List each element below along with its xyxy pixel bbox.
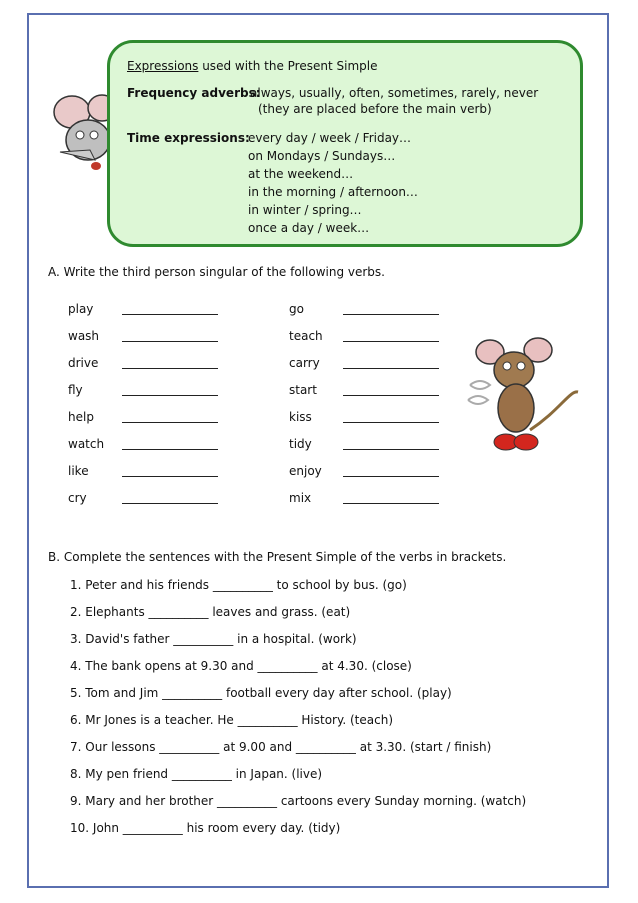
section-a-heading: A. Write the third person singular of the following verbs.	[48, 265, 385, 279]
answer-blank[interactable]	[122, 368, 218, 369]
time-label: Time expressions:	[127, 131, 250, 145]
verb-right: tidy	[289, 437, 312, 451]
section-b-heading: B. Complete the sentences with the Present Simple of the verbs in brackets.	[48, 550, 507, 564]
verb-right: mix	[289, 491, 312, 505]
sentence-item: 8. My pen friend __________ in Japan. (live)	[70, 767, 323, 781]
answer-blank[interactable]	[122, 341, 218, 342]
verb-right: carry	[289, 356, 320, 370]
time-line: in winter / spring…	[248, 203, 362, 217]
sentence-item: 10. John __________ his room every day. (tidy)	[70, 821, 341, 835]
verb-left: drive	[68, 356, 99, 370]
verb-left: wash	[68, 329, 100, 343]
mouse-cartoon-right	[460, 330, 585, 460]
answer-blank[interactable]	[343, 314, 439, 315]
sentence-item: 4. The bank opens at 9.30 and __________ at 4.30. (close)	[70, 659, 412, 673]
time-line: in the morning / afternoon…	[248, 185, 418, 199]
sentence-item: 6. Mr Jones is a teacher. He __________ History. (teach)	[70, 713, 394, 727]
answer-blank[interactable]	[343, 341, 439, 342]
expressions-title: Expressions used with the Present Simple	[127, 59, 378, 73]
time-line: once a day / week…	[248, 221, 370, 235]
verb-right: enjoy	[289, 464, 322, 478]
answer-blank[interactable]	[122, 476, 218, 477]
sentence-item: 5. Tom and Jim __________ football every day after school. (play)	[70, 686, 452, 700]
answer-blank[interactable]	[122, 422, 218, 423]
verb-right: kiss	[289, 410, 312, 424]
time-line: at the weekend…	[248, 167, 354, 181]
verb-left: cry	[68, 491, 87, 505]
time-line: every day / week / Friday…	[248, 131, 412, 145]
answer-blank[interactable]	[122, 503, 218, 504]
answer-blank[interactable]	[122, 449, 218, 450]
sentence-item: 2. Elephants __________ leaves and grass. (eat)	[70, 605, 351, 619]
verb-left: help	[68, 410, 94, 424]
sentence-item: 3. David's father __________ in a hospital. (work)	[70, 632, 357, 646]
time-line: on Mondays / Sundays…	[248, 149, 396, 163]
answer-blank[interactable]	[343, 449, 439, 450]
frequency-note: (they are placed before the main verb)	[258, 102, 492, 116]
answer-blank[interactable]	[343, 368, 439, 369]
answer-blank[interactable]	[343, 422, 439, 423]
answer-blank[interactable]	[343, 503, 439, 504]
frequency-value: always, usually, often, sometimes, rarely, never	[250, 86, 539, 100]
verb-right: start	[289, 383, 317, 397]
sentence-item: 9. Mary and her brother __________ cartoons every Sunday morning. (watch)	[70, 794, 527, 808]
verb-left: fly	[68, 383, 83, 397]
verb-right: teach	[289, 329, 323, 343]
frequency-label: Frequency adverbs:	[127, 86, 261, 100]
answer-blank[interactable]	[122, 395, 218, 396]
verb-left: like	[68, 464, 89, 478]
verb-left: play	[68, 302, 94, 316]
sentence-item: 7. Our lessons __________ at 9.00 and __________ at 3.30. (start / finish)	[70, 740, 492, 754]
answer-blank[interactable]	[343, 395, 439, 396]
answer-blank[interactable]	[122, 314, 218, 315]
answer-blank[interactable]	[343, 476, 439, 477]
verb-left: watch	[68, 437, 105, 451]
sentence-item: 1. Peter and his friends __________ to school by bus. (go)	[70, 578, 407, 592]
verb-right: go	[289, 302, 304, 316]
